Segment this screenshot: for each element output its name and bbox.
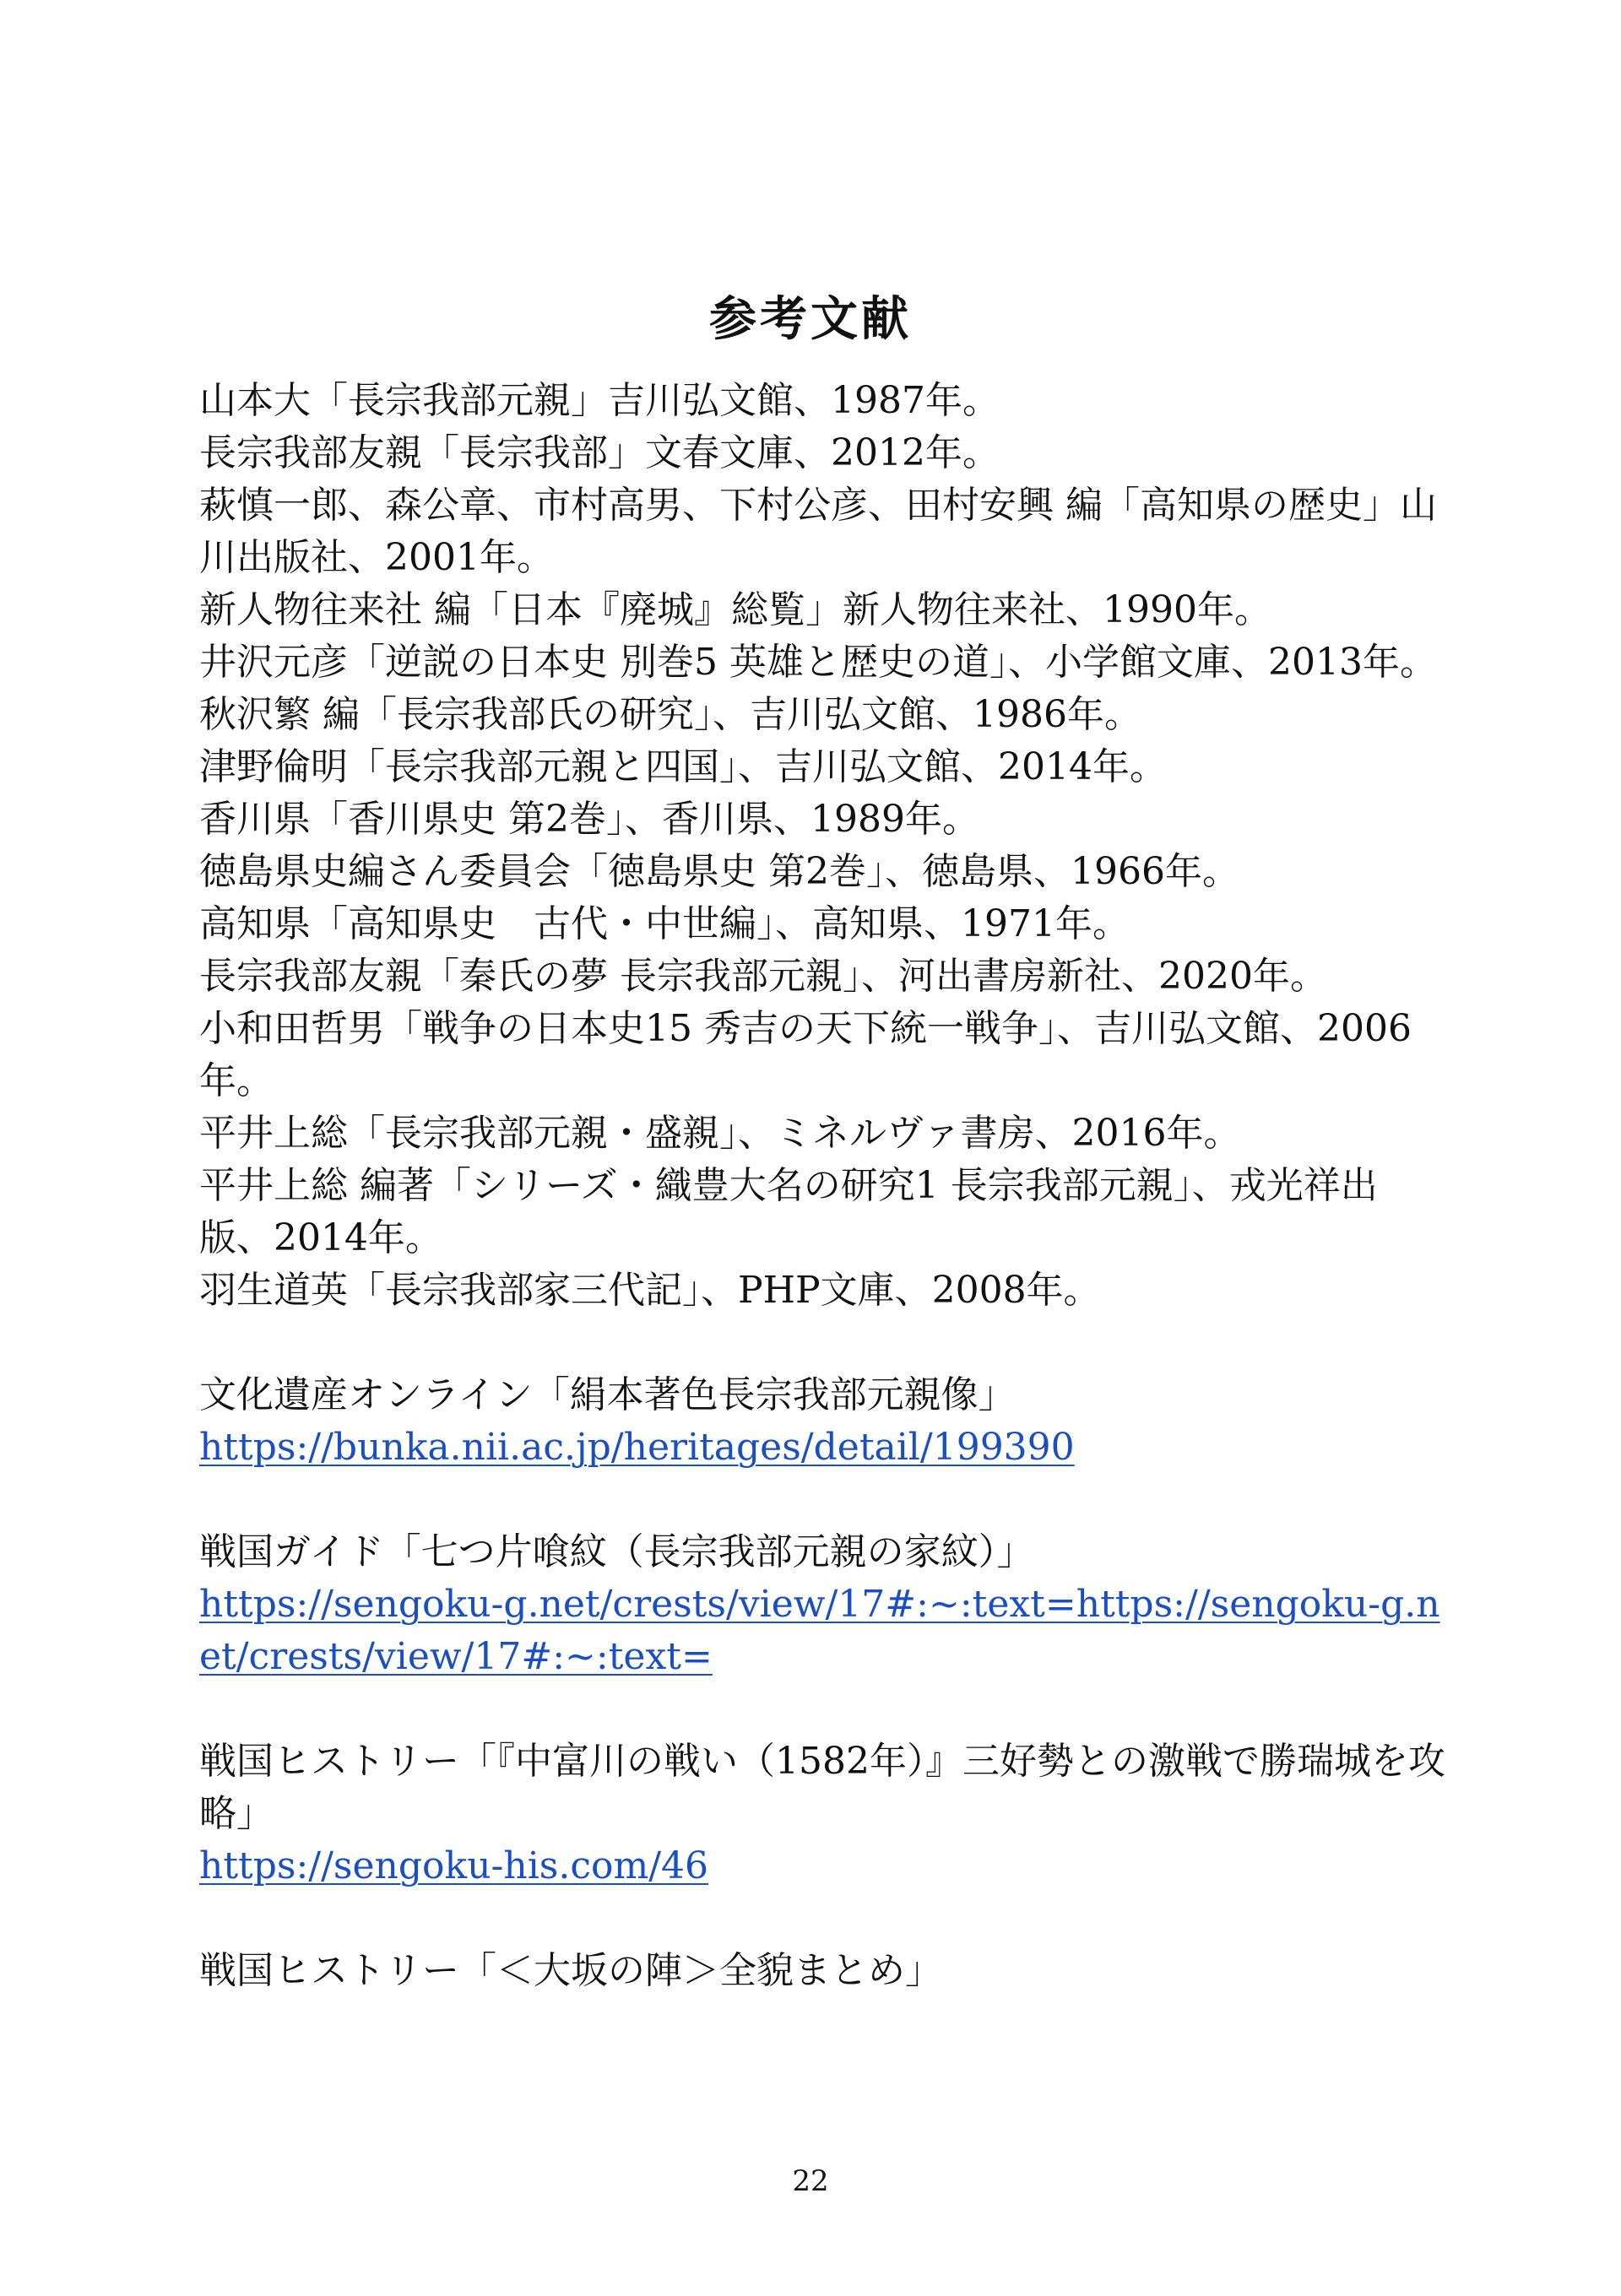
reference-item: 小和田哲男「戦争の日本史15 秀吉の天下統一戦争」、吉川弘文館、2006年。 — [199, 1007, 1412, 1102]
reference-item: 井沢元彦「逆説の日本史 別巻5 英雄と歴史の道」、小学館文庫、2013年。 — [199, 641, 1437, 684]
reference-item: 山本大「長宗我部元親」吉川弘文館、1987年。 — [199, 379, 1000, 422]
reference-item: 羽生道英「長宗我部家三代記」、PHP文庫、2008年。 — [199, 1269, 1101, 1312]
reference-item: 萩慎一郎、森公章、市村高男、下村公彦、田村安興 編「高知県の歴史」山川出版社、2001年。 — [199, 484, 1437, 579]
reference-item: 高知県「高知県史 古代・中世編」、高知県、1971年。 — [199, 902, 1130, 945]
online-source — [199, 1369, 1449, 1474]
reference-item: 平井上総 編著「シリーズ・織豊大名の研究1 長宗我部元親」、戎光祥出版、2014年。 — [199, 1164, 1378, 1259]
reference-list — [199, 375, 1449, 1997]
online-source — [199, 1736, 1449, 1893]
online-source-label: 戦国ヒストリー「『中富川の戦い（1582年）』三好勢との激戦で勝瑞城を攻略」 — [199, 1740, 1445, 1835]
online-source — [199, 1945, 1449, 1997]
reference-item: 長宗我部友親「長宗我部」文春文庫、2012年。 — [199, 431, 1000, 474]
page-number: 22 — [792, 2164, 829, 2198]
reference-item: 津野倫明「長宗我部元親と四国」、吉川弘文館、2014年。 — [199, 745, 1167, 788]
reference-item: 新人物往来社 編「日本『廃城』総覧」新人物往来社、1990年。 — [199, 588, 1271, 631]
online-source-link[interactable]: https://sengoku-his.com/46 — [199, 1844, 709, 1887]
online-source-label: 戦国ヒストリー「＜大坂の陣＞全貌まとめ」 — [199, 1949, 942, 1992]
reference-item: 長宗我部友親「秦氏の夢 長宗我部元親」、河出書房新社、2020年。 — [199, 955, 1327, 998]
page-title: 参考文献 — [709, 290, 912, 347]
online-source-link[interactable]: https://sengoku-g.net/crests/view/17#:~:text=https://sengoku-g.net/crests/view/17#:~:text= — [199, 1583, 1440, 1678]
reference-item: 秋沢繁 編「長宗我部氏の研究」、吉川弘文館、1986年。 — [199, 693, 1141, 736]
reference-item: 平井上総「長宗我部元親・盛親」、ミネルヴァ書房、2016年。 — [199, 1112, 1241, 1155]
online-source-label: 文化遺産オンライン「絹本著色長宗我部元親像」 — [199, 1373, 1016, 1416]
online-source — [199, 1526, 1449, 1683]
reference-item: 香川県「香川県史 第2巻」、香川県、1989年。 — [199, 798, 979, 841]
online-source-label: 戦国ガイド「七つ片喰紋（長宗我部元親の家紋）」 — [199, 1530, 1034, 1573]
reference-item: 徳島県史編さん委員会「徳島県史 第2巻」、徳島県、1966年。 — [199, 850, 1239, 893]
online-source-link[interactable]: https://bunka.nii.ac.jp/heritages/detail/199390 — [199, 1426, 1075, 1469]
